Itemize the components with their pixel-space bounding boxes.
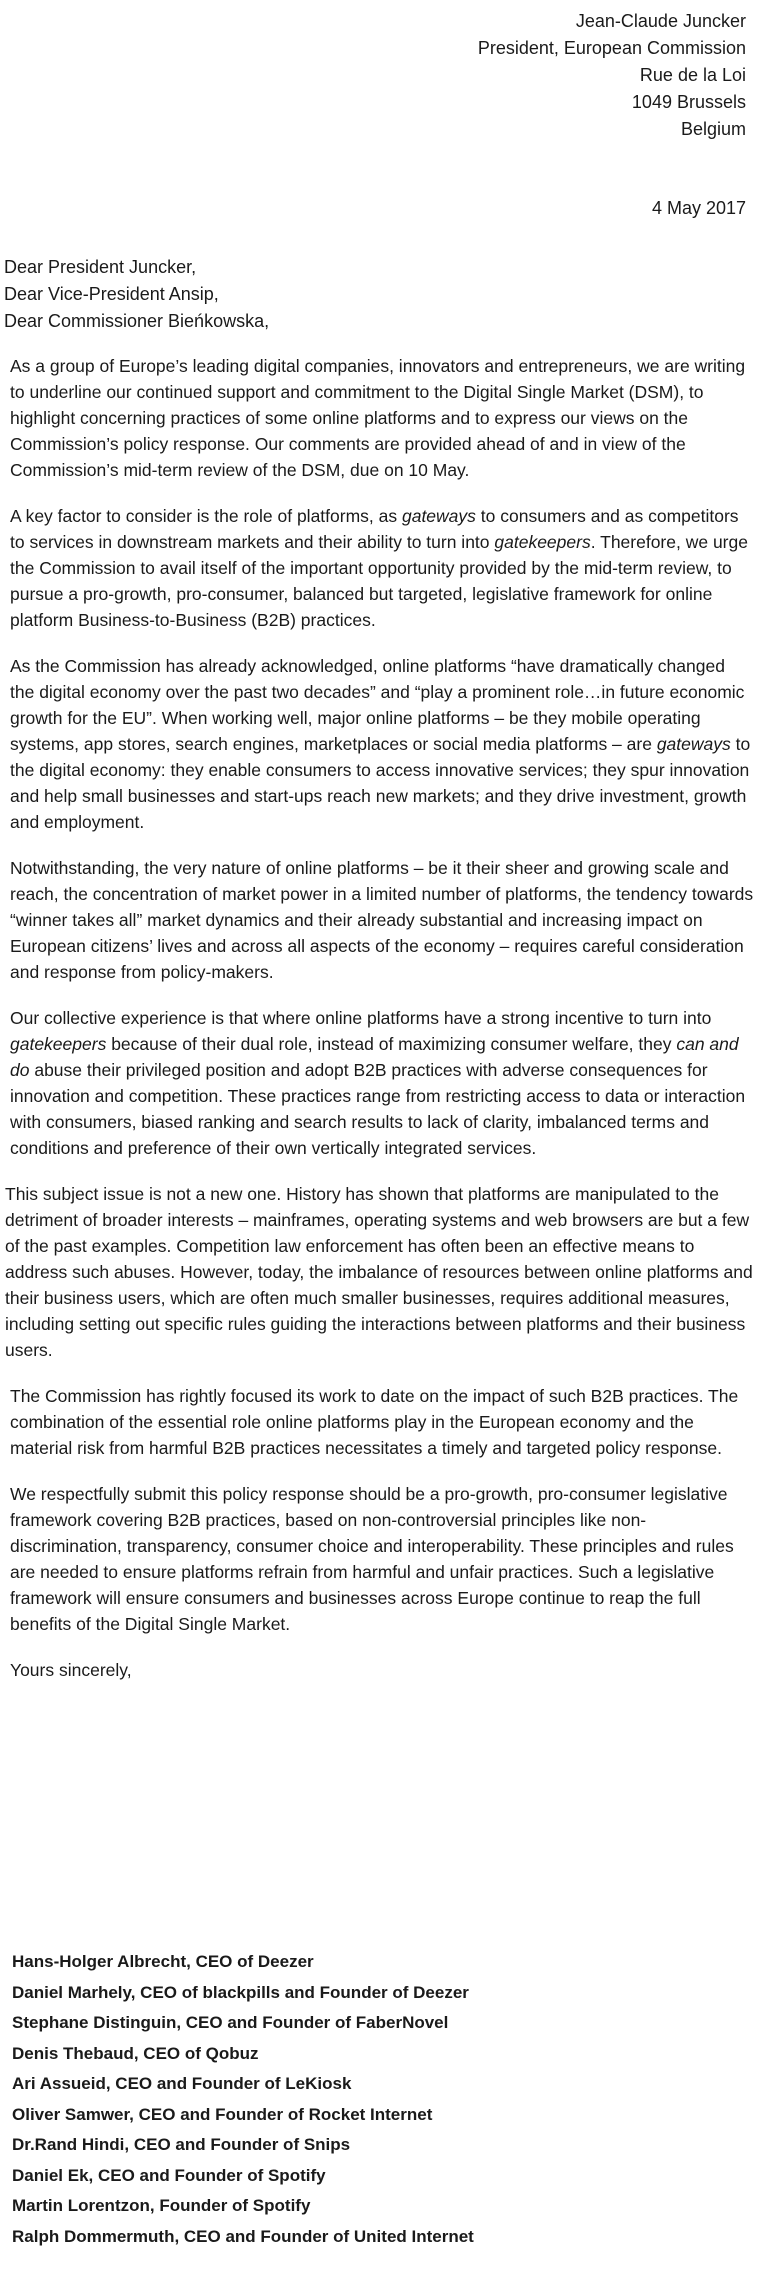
signatory: Daniel Ek, CEO and Founder of Spotify bbox=[12, 2165, 326, 2185]
body-paragraph bbox=[10, 1005, 754, 1161]
emphasis-text: gatekeepers bbox=[494, 532, 591, 552]
signatory: Dr.Rand Hindi, CEO and Founder of Snips bbox=[12, 2135, 351, 2154]
paragraph-text: As the Commission has already acknowledged, online platforms “have dramatically changed the digital economy over the past two decades” and “play a prominent role…in future economic growth for the EU”. When working well, major online platforms – be they mobile operating systems, app stores, search engines, marketplaces or social media platforms – are bbox=[10, 656, 745, 754]
paragraph-text: . Therefore, we urge the Commission to avail itself of the important opportunity provided by the mid-term review, to pursue a pro-growth, pro-consumer, balanced but targeted, legislative framework for online platform Business-to-Business (B2B) practices. bbox=[10, 532, 748, 630]
signatory: Stephane Distinguin, CEO and Founder of FaberNovel bbox=[12, 2013, 449, 2032]
salutation-line: Dear Commissioner Bieńkowska, bbox=[4, 311, 270, 331]
emphasis-text: can and do bbox=[10, 1034, 739, 1080]
body-paragraph bbox=[10, 653, 754, 835]
signatory: Ari Assueid, CEO and Founder of LeKiosk bbox=[12, 2074, 352, 2093]
emphasis-text: gateways bbox=[401, 506, 476, 526]
paragraph-text: abuse their privileged position and adopt B2B practices with adverse consequences for innovation and competition. These practices range from restricting access to data or interaction with consumers, biased ranking and search results to lack of clarity, imbalanced terms and conditions and preference of their own vertically integrated services. bbox=[10, 1060, 746, 1158]
signatory: Hans-Holger Albrecht, CEO of Deezer bbox=[12, 1952, 314, 1971]
signatory: Martin Lorentzon, Founder of Spotify bbox=[12, 2196, 311, 2215]
paragraph-text: to the digital economy: they enable consumers to access innovative services; they spur innovation and help small businesses and start-ups reach new markets; and they drive investment, growth and employment. bbox=[10, 734, 751, 832]
body-paragraph bbox=[10, 503, 754, 633]
paragraph-text: to consumers and as competitors to services in downstream markets and their ability to turn into bbox=[10, 506, 739, 552]
body-paragraph: As a group of Europe’s leading digital companies, innovators and entrepreneurs, we are writing to underline our continued support and commitment to the Digital Single Market (DSM), to highlight concerning practices of some online platforms and to express our views on the Commission’s policy response. Our comments are provided ahead of and in view of the Commission’s mid-term review of the DSM, due on 10 May. bbox=[10, 356, 746, 480]
recipient-city: 1049 Brussels bbox=[631, 92, 746, 112]
paragraph-text: A key factor to consider is the role of platforms, as bbox=[10, 506, 402, 526]
body-paragraph: Notwithstanding, the very nature of online platforms – be it their sheer and growing scale and reach, the concentration of market power in a limited number of platforms, the tendency towards “winner takes all” market dynamics and their already substantial and increasing impact on European citizens’ lives and across all aspects of the economy – requires careful consideration and response from policy-makers. bbox=[10, 858, 754, 982]
paragraph-text: Our collective experience is that where online platforms have a strong incentive to turn into bbox=[10, 1008, 712, 1028]
body-paragraph: We respectfully submit this policy response should be a pro-growth, pro-consumer legislative framework covering B2B practices, based on non-controversial principles like non-discrimination, transparency, consumer choice and interoperability. These principles and rules are needed to ensure platforms refrain from harmful and unfair practices. Such a legislative framework will ensure consumers and businesses across Europe continue to reap the full benefits of the Digital Single Market. bbox=[10, 1484, 734, 1634]
signatory: Ralph Dommermuth, CEO and Founder of United Internet bbox=[12, 2226, 474, 2246]
salutation-line: Dear Vice-President Ansip, bbox=[4, 284, 219, 304]
letter-body bbox=[5, 353, 754, 1703]
paragraph-text: because of their dual role, instead of maximizing consumer welfare, they bbox=[106, 1034, 677, 1054]
signatory: Denis Thebaud, CEO of Qobuz bbox=[12, 2043, 259, 2063]
recipient-street: Rue de la Loi bbox=[639, 65, 746, 85]
recipient-country: Belgium bbox=[680, 119, 746, 139]
body-paragraph: The Commission has rightly focused its work to date on the impact of such B2B practices. The combination of the essential role online platforms play in the European economy and the material risk from harmful B2B practices necessitates a timely and targeted policy response. bbox=[10, 1386, 739, 1458]
closing-line: Yours sincerely, bbox=[10, 1660, 132, 1680]
salutation-line: Dear President Juncker, bbox=[4, 257, 197, 277]
signatory: Daniel Marhely, CEO of blackpills and Founder of Deezer bbox=[12, 1982, 469, 2002]
emphasis-text: gatekeepers bbox=[10, 1034, 107, 1054]
emphasis-text: gateways bbox=[656, 734, 731, 754]
recipient-title: President, European Commission bbox=[477, 38, 746, 58]
salutations bbox=[4, 254, 269, 335]
recipient-name: Jean-Claude Juncker bbox=[575, 11, 746, 31]
signatory-list bbox=[12, 1947, 474, 2252]
recipient-address bbox=[478, 8, 746, 143]
body-paragraph: This subject issue is not a new one. History has shown that platforms are manipulated to the detriment of broader interests – mainframes, operating systems and web browsers are but a few of the past examples. Competition law enforcement has often been an effective means to address such abuses. However, today, the imbalance of resources between online platforms and their business users, which are often much smaller businesses, requires additional measures, including setting out specific rules guiding the interactions between platforms and their business users. bbox=[5, 1184, 753, 1360]
letter-date: 4 May 2017 bbox=[651, 198, 746, 218]
signatory: Oliver Samwer, CEO and Founder of Rocket Internet bbox=[12, 2104, 433, 2124]
